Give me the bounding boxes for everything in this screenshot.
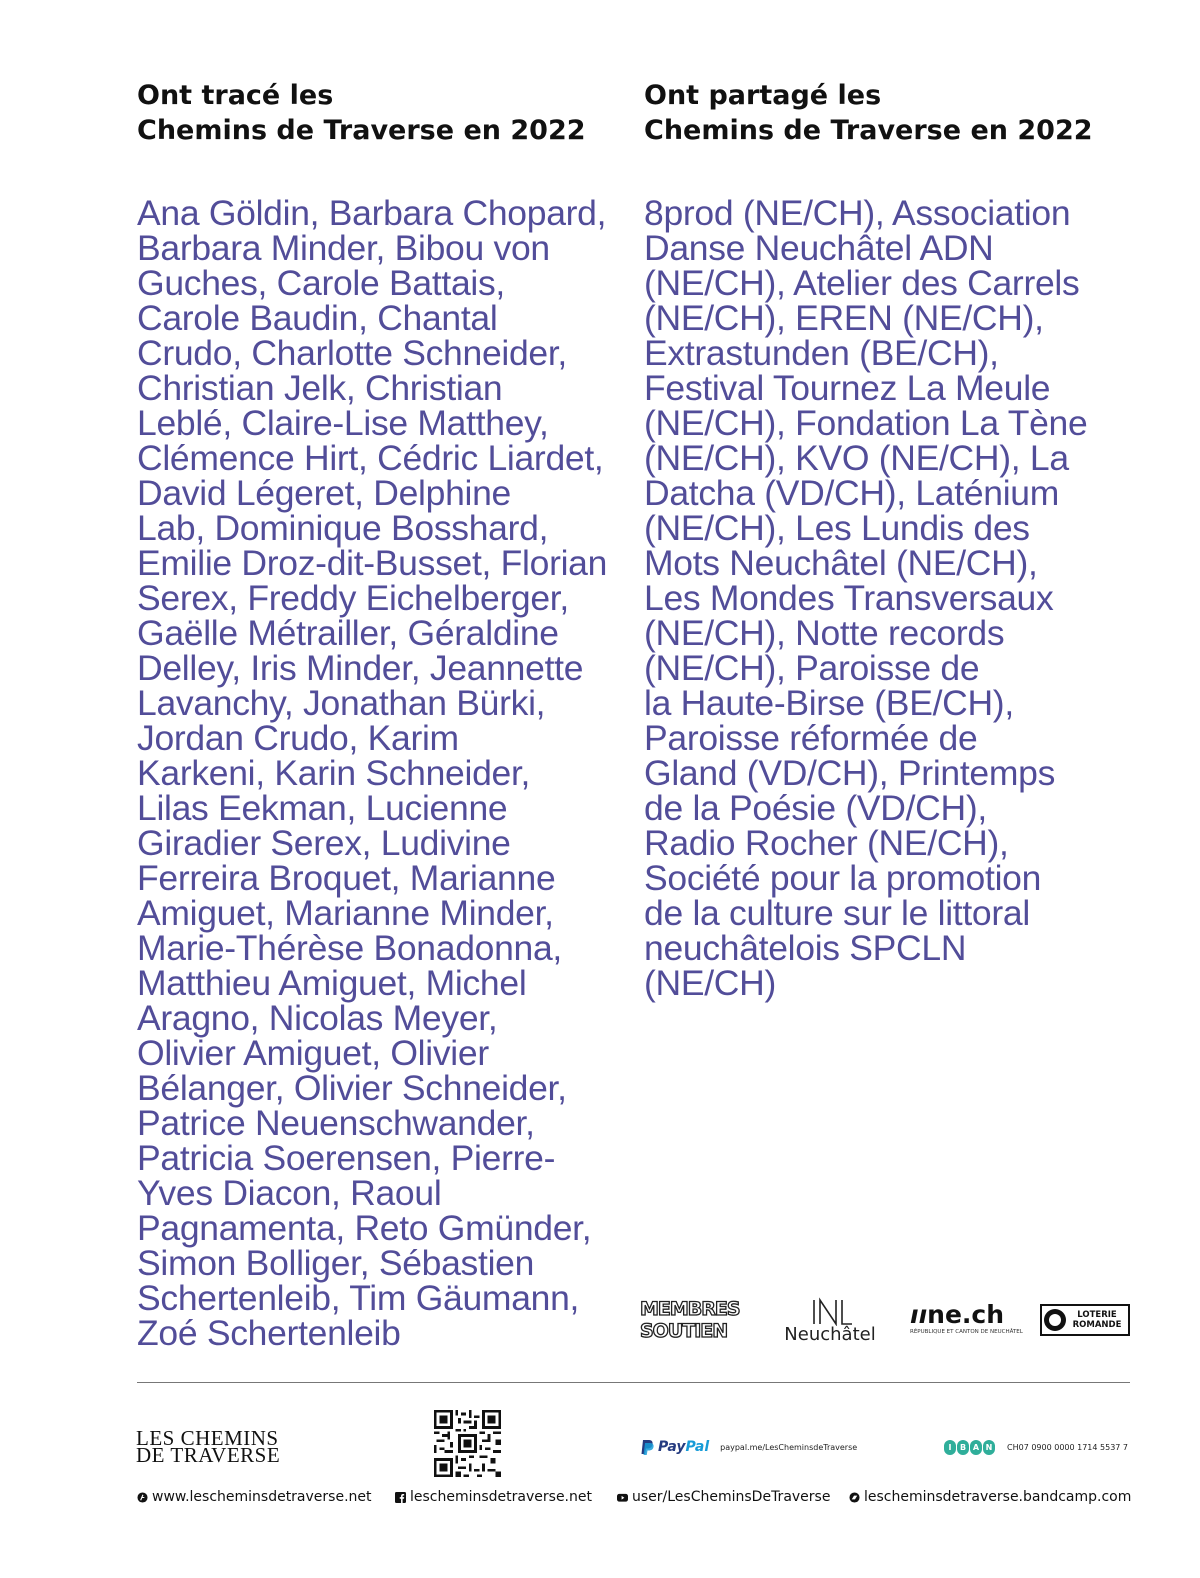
iban-number: CH07 0900 0000 1714 5537 7	[1007, 1442, 1129, 1452]
partner-line: 8prod (NE/CH), Association	[644, 193, 1071, 233]
contributor-line: Yves Diacon, Raoul	[137, 1173, 442, 1213]
contributor-line: Patrice Neuenschwander,	[137, 1103, 535, 1143]
facebook-link-text[interactable]: lescheminsdetraverse.net	[410, 1489, 592, 1505]
left-heading	[137, 78, 627, 148]
contributor-line: Lavanchy, Jonathan Bürki,	[137, 683, 546, 723]
contributor-line: Schertenleib, Tim Gäumann,	[137, 1278, 580, 1318]
youtube-link-text[interactable]: user/LesCheminsDeTraverse	[632, 1489, 831, 1505]
website-link-text[interactable]: www.lescheminsdetraverse.net	[152, 1489, 372, 1505]
iban-letter: I	[944, 1440, 956, 1455]
neuchatel-emblem-icon	[800, 1296, 860, 1326]
contributor-line: Ferreira Broquet, Marianne	[137, 858, 556, 898]
contributor-line: Carole Baudin, Chantal	[137, 298, 498, 338]
qr-code-icon[interactable]	[434, 1410, 501, 1477]
partner-line: Les Mondes Transversaux	[644, 578, 1054, 618]
contributor-line: Crudo, Charlotte Schneider,	[137, 333, 567, 373]
bandcamp-link-text[interactable]: lescheminsdetraverse.bandcamp.com	[864, 1489, 1132, 1505]
contributor-line: Guches, Carole Battais,	[137, 263, 505, 303]
contributor-line: Christian Jelk, Christian	[137, 368, 503, 408]
partner-line: (NE/CH), KVO (NE/CH), La	[644, 438, 1069, 478]
contributor-line: Ana Göldin, Barbara Chopard,	[137, 193, 607, 233]
contributor-line: Aragno, Nicolas Meyer,	[137, 998, 498, 1038]
contributor-line: Barbara Minder, Bibou von	[137, 228, 550, 268]
footer-divider	[137, 1382, 1130, 1383]
iban-badge	[944, 1440, 996, 1455]
bandcamp-icon	[849, 1492, 860, 1503]
facebook-icon	[395, 1492, 406, 1503]
brand-logo-line: DE TRAVERSE	[136, 1443, 281, 1467]
left-heading-line: Chemins de Traverse en 2022	[137, 115, 586, 146]
contributors-list	[137, 193, 627, 1353]
contributor-line: Marie-Thérèse Bonadonna,	[137, 928, 562, 968]
brand-logo-line: LES CHEMINS	[136, 1426, 279, 1450]
paypal-label	[658, 1439, 709, 1455]
membres-logo-line: MEMBRES	[640, 1298, 740, 1320]
sponsor-logos	[640, 1296, 1135, 1350]
contributor-line: David Légeret, Delphine	[137, 473, 511, 513]
contributor-line: Lab, Dominique Bosshard,	[137, 508, 549, 548]
facebook-link[interactable]	[395, 1489, 592, 1505]
nech-tagline: RÉPUBLIQUE ET CANTON DE NEUCHÂTEL	[910, 1329, 1023, 1335]
paypal-label-a: Pay	[658, 1439, 686, 1455]
contributor-line: Delley, Iris Minder, Jeannette	[137, 648, 584, 688]
contributor-line: Olivier Amiguet, Olivier	[137, 1033, 489, 1073]
partner-line: Mots Neuchâtel (NE/CH),	[644, 543, 1038, 583]
loterie-logo-line: LOTERIE	[1077, 1310, 1117, 1320]
iban-letter: N	[983, 1440, 995, 1455]
right-heading	[644, 78, 1134, 148]
partner-line: la Haute-Birse (BE/CH),	[644, 683, 1014, 723]
partner-line: (NE/CH), Paroisse de	[644, 648, 980, 688]
youtube-link[interactable]	[617, 1489, 830, 1505]
iban-letter: A	[970, 1440, 982, 1455]
loterie-romande-logo	[1040, 1304, 1130, 1336]
left-column	[137, 78, 627, 1351]
right-heading-line: Chemins de Traverse en 2022	[644, 115, 1093, 146]
iban-letter: B	[957, 1440, 969, 1455]
contributor-line: Serex, Freddy Eichelberger,	[137, 578, 569, 618]
paypal-label-b: Pal	[685, 1439, 710, 1455]
partner-line: Société pour la promotion	[644, 858, 1042, 898]
partner-line: Datcha (VD/CH), Laténium	[644, 473, 1060, 513]
loterie-logo-line: ROMANDE	[1072, 1320, 1122, 1330]
contributor-line: Karkeni, Karin Schneider,	[137, 753, 531, 793]
paypal-icon	[640, 1439, 654, 1456]
nech-logo: ııne.ch RÉPUBLIQUE ET CANTON DE NEUCHÂTEL	[910, 1300, 1023, 1335]
contributor-line: Bélanger, Olivier Schneider,	[137, 1068, 567, 1108]
partner-line: de la Poésie (VD/CH),	[644, 788, 987, 828]
contributor-line: Gaëlle Métrailler, Géraldine	[137, 613, 559, 653]
partner-line: Paroisse réformée de	[644, 718, 978, 758]
contributor-line: Zoé Schertenleib	[137, 1313, 401, 1353]
partner-line: (NE/CH), Notte records	[644, 613, 1005, 653]
partner-line: Radio Rocher (NE/CH),	[644, 823, 1009, 863]
partners-list	[644, 193, 1134, 1003]
globe-icon	[137, 1492, 148, 1503]
contributor-line: Patricia Soerensen, Pierre-	[137, 1138, 556, 1178]
contributor-line: Simon Bolliger, Sébastien	[137, 1243, 535, 1283]
left-heading-line: Ont tracé les	[137, 80, 334, 111]
contributor-line: Matthieu Amiguet, Michel	[137, 963, 527, 1003]
partner-line: (NE/CH), Les Lundis des	[644, 508, 1030, 548]
neuchatel-logo-text: Neuchâtel	[784, 1324, 876, 1345]
contributor-line: Pagnamenta, Reto Gmünder,	[137, 1208, 592, 1248]
partner-line: (NE/CH), Atelier des Carrels	[644, 263, 1080, 303]
contributor-line: Jordan Crudo, Karim	[137, 718, 459, 758]
contributor-line: Leblé, Claire-Lise Matthey,	[137, 403, 549, 443]
right-column	[644, 78, 1134, 1001]
partner-line: Danse Neuchâtel ADN	[644, 228, 994, 268]
partner-line: (NE/CH), EREN (NE/CH),	[644, 298, 1044, 338]
partner-line: de la culture sur le littoral	[644, 893, 1030, 933]
partner-line: (NE/CH)	[644, 963, 776, 1003]
loterie-circle-icon	[1044, 1309, 1066, 1331]
paypal-url[interactable]: paypal.me/LesCheminsdeTraverse	[720, 1442, 858, 1452]
nech-logo-text: ne.ch	[927, 1300, 1005, 1329]
ville-neuchatel-logo	[780, 1296, 880, 1348]
contributor-line: Giradier Serex, Ludivine	[137, 823, 511, 863]
partner-line: Gland (VD/CH), Printemps	[644, 753, 1056, 793]
partner-line: neuchâtelois SPCLN	[644, 928, 967, 968]
brand-logo	[136, 1426, 286, 1467]
membres-logo-line: SOUTIEN	[640, 1320, 728, 1342]
footer-links	[0, 1489, 1200, 1509]
partner-line: Festival Tournez La Meule	[644, 368, 1051, 408]
bandcamp-link[interactable]	[849, 1489, 1131, 1505]
contributor-line: Clémence Hirt, Cédric Liardet,	[137, 438, 604, 478]
website-link[interactable]	[137, 1489, 372, 1505]
right-heading-line: Ont partagé les	[644, 80, 882, 111]
youtube-icon	[617, 1492, 628, 1503]
contributor-line: Emilie Droz-dit-Busset, Florian	[137, 543, 608, 583]
contributor-line: Lilas Eekman, Lucienne	[137, 788, 508, 828]
membres-soutien-logo	[640, 1298, 752, 1344]
contributor-line: Amiguet, Marianne Minder,	[137, 893, 554, 933]
partner-line: Extrastunden (BE/CH),	[644, 333, 999, 373]
partner-line: (NE/CH), Fondation La Tène	[644, 403, 1088, 443]
iban-block	[944, 1437, 1128, 1457]
paypal-block[interactable]	[640, 1437, 857, 1457]
